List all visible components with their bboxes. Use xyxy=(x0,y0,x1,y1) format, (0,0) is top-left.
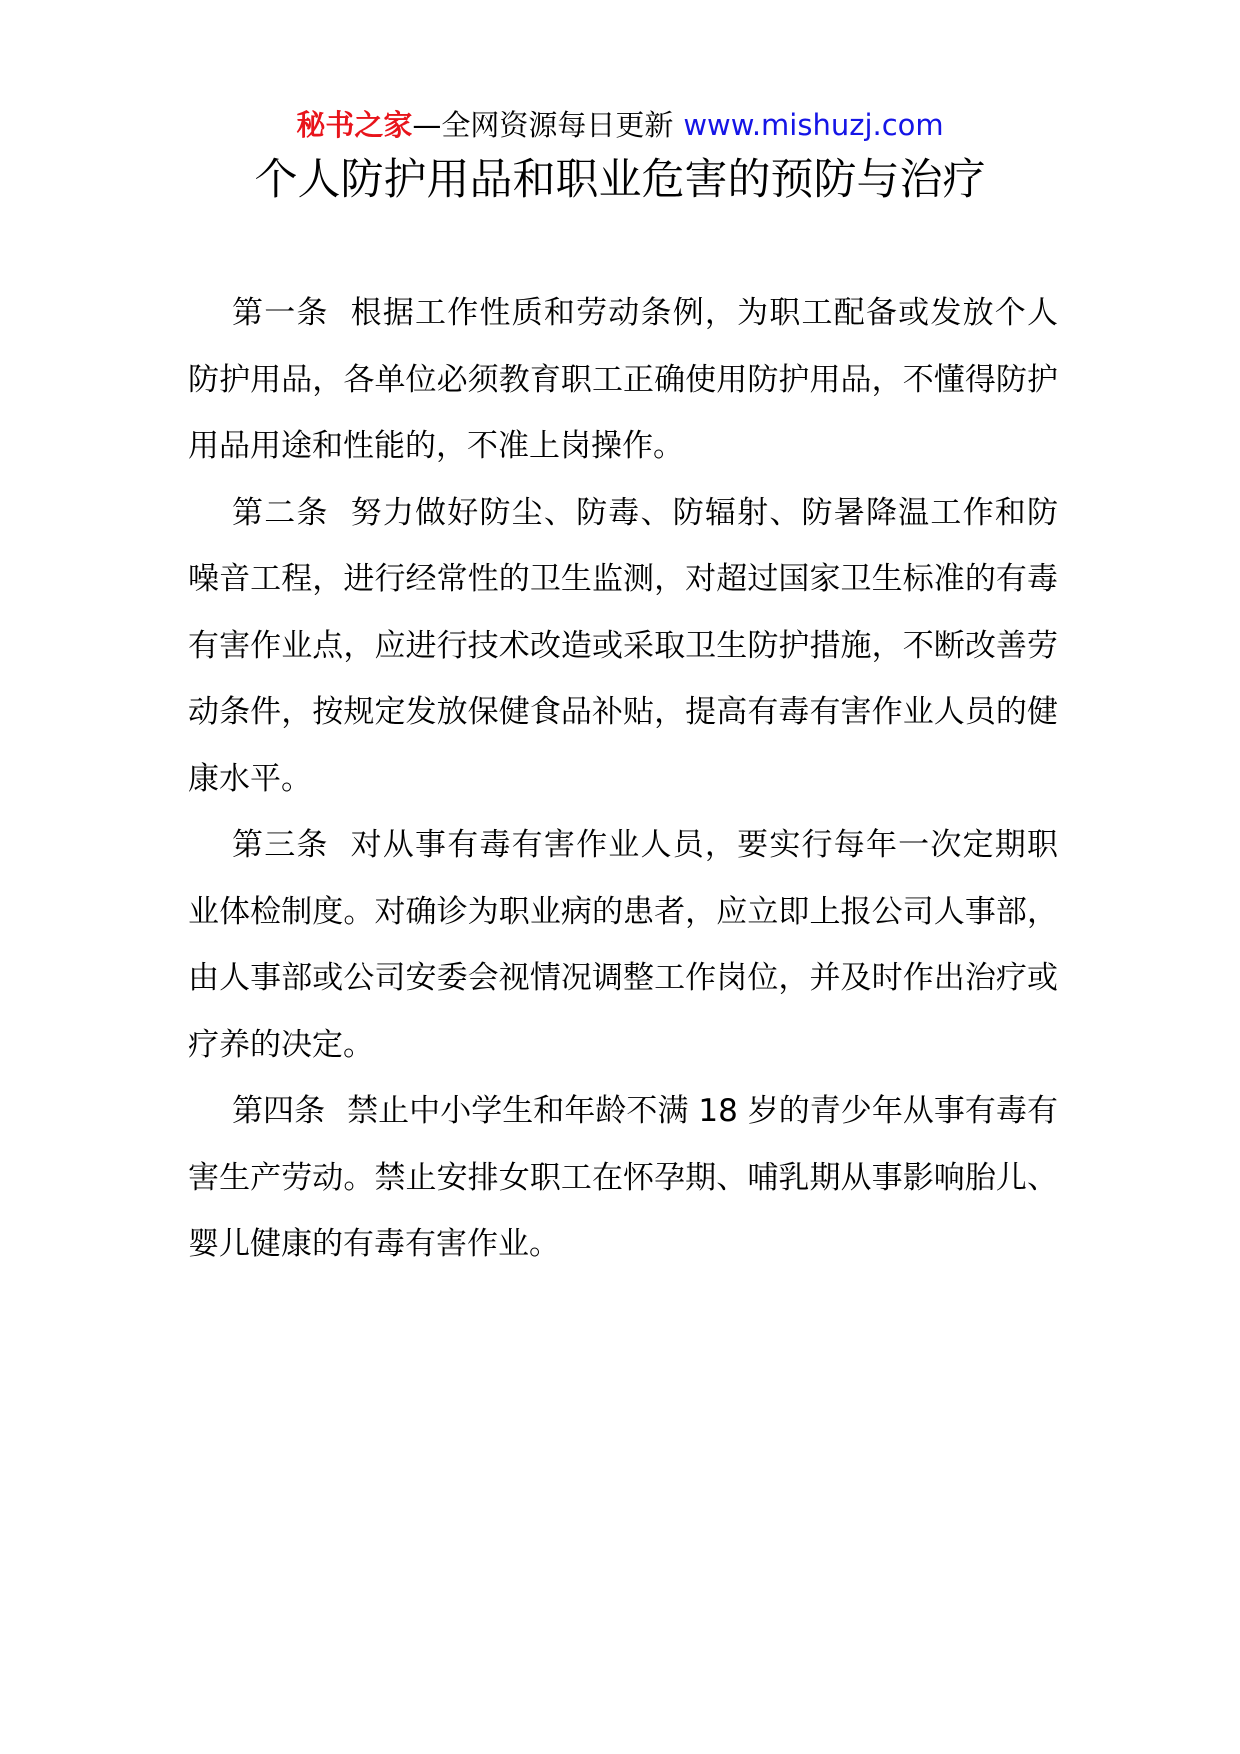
watermark-url[interactable]: www.mishuzj.com xyxy=(683,108,944,142)
article-text: 根据工作性质和劳动条例，为职工配备或发放个人防护用品，各单位必须教育职工正确使用防护用品，不懂得防护用品用途和性能的，不准上岗操作。 xyxy=(188,295,1058,464)
article-text: 对从事有毒有害作业人员，要实行每年一次定期职业体检制度。对确诊为职业病的患者，应立即上报公司人事部，由人事部或公司安委会视情况调整工作岗位，并及时作出治疗或疗养的决定。 xyxy=(188,827,1058,1063)
document-title: 个人防护用品和职业危害的预防与治疗 xyxy=(254,155,986,205)
article-number: 第四条 xyxy=(232,1093,326,1129)
watermark-brand: 秘书之家 xyxy=(296,108,413,142)
article-3 xyxy=(188,812,1058,1078)
watermark-slogan: —全网资源每日更新 xyxy=(412,108,674,142)
document-body xyxy=(188,280,1058,1278)
source-watermark xyxy=(0,104,1240,146)
article-2 xyxy=(188,480,1058,813)
article-number: 第一条 xyxy=(232,295,329,331)
article-4 xyxy=(188,1078,1058,1278)
article-text: 禁止中小学生和年龄不满 18 岁的青少年从事有毒有害生产劳动。禁止安排女职工在怀孕期、哺乳期从事影响胎儿、婴儿健康的有毒有害作业。 xyxy=(188,1093,1059,1262)
article-number: 第三条 xyxy=(232,827,329,863)
article-text: 努力做好防尘、防毒、防辐射、防暑降温工作和防噪音工程，进行经常性的卫生监测，对超过国家卫生标准的有毒有害作业点，应进行技术改造或采取卫生防护措施，不断改善劳动条件，按规定发放保健食品补贴，提高有毒有害作业人员的健康水平。 xyxy=(188,494,1058,797)
article-number: 第二条 xyxy=(232,494,329,531)
article-1 xyxy=(188,280,1058,480)
